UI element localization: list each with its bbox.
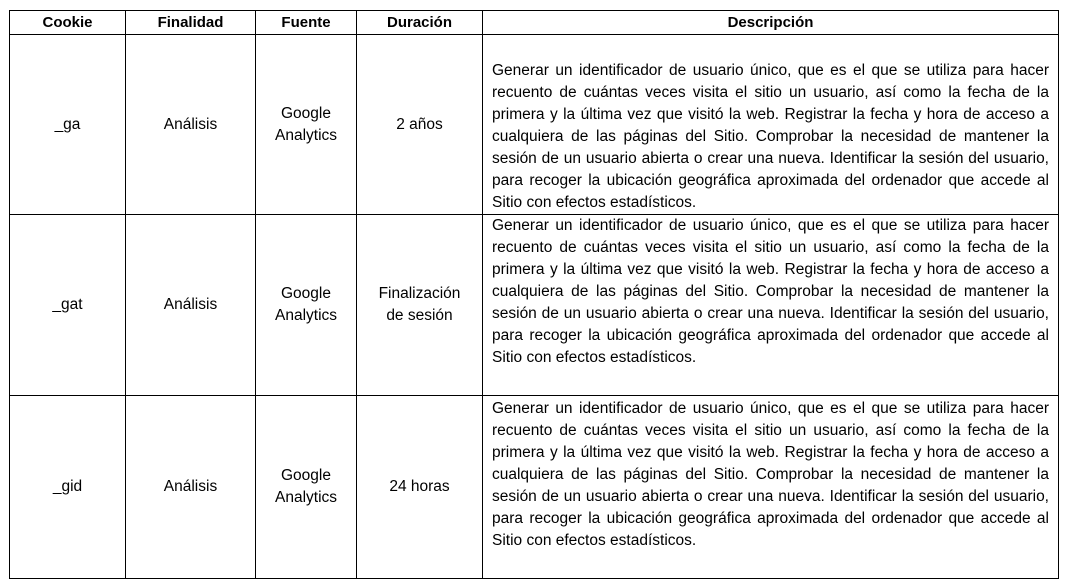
cookie-name-cell: _ga	[10, 35, 126, 215]
fuente-cell	[256, 396, 357, 579]
finalidad-cell: Análisis	[126, 35, 256, 215]
finalidad-cell: Análisis	[126, 215, 256, 396]
cookie-name-cell: _gid	[10, 396, 126, 579]
table-row	[10, 35, 1059, 215]
cookie-table	[9, 10, 1059, 579]
fuente-line: Google	[281, 467, 331, 484]
duracion-cell	[357, 35, 483, 215]
fuente-line: Analytics	[274, 307, 338, 324]
duracion-line: Finalización	[378, 285, 461, 302]
fuente-line: Analytics	[274, 126, 338, 144]
duracion-line: de sesión	[386, 307, 453, 324]
finalidad-cell: Análisis	[126, 396, 256, 579]
descripcion-cell: Generar un identificador de usuario único, que es el que se utiliza para hacer recuento de cuántas veces visita el sitio un usuario, así como la fecha de la primera y la última vez que visitó la web. Registrar la fecha y hora de acceso a cualquiera de las páginas del Sitio. Comprobar la necesidad de mantener la sesión de un usuario abierta o crear una nueva. Identificar la sesión del usuario, para recoger la ubicación geográfica aproximada del ordenador que accede al Sitio con efectos estadísticos.	[483, 396, 1059, 579]
descripcion-cell: Generar un identificador de usuario único, que es el que se utiliza para hacer recuento de cuántas veces visita el sitio un usuario, así como la fecha de la primera y la última vez que visitó la web. Registrar la fecha y hora de acceso a cualquiera de las páginas del Sitio. Comprobar la necesidad de mantener la sesión de un usuario abierta o crear una nueva. Identificar la sesión del usuario, para recoger la ubicación geográfica aproximada del ordenador que accede al Sitio con efectos estadísticos.	[483, 215, 1059, 396]
fuente-cell	[256, 215, 357, 396]
descripcion-cell: Generar un identificador de usuario único, que es el que se utiliza para hacer recuento de cuántas veces visita el sitio un usuario, así como la fecha de la primera y la última vez que visitó la web. Registrar la fecha y hora de acceso a cualquiera de las páginas del Sitio. Comprobar la necesidad de mantener la sesión de un usuario abierta o crear una nueva. Identificar la sesión del usuario, para recoger la ubicación geográfica aproximada del ordenador que accede al Sitio con efectos estadísticos.	[483, 35, 1059, 215]
table-header-row	[10, 11, 1059, 35]
duracion-line: 24 horas	[389, 478, 450, 495]
table-row	[10, 215, 1059, 396]
fuente-line: Google	[281, 104, 331, 122]
header-descripcion: Descripción	[483, 11, 1059, 35]
duracion-cell	[357, 396, 483, 579]
header-cookie: Cookie	[10, 11, 126, 35]
header-fuente: Fuente	[256, 11, 357, 35]
header-duracion: Duración	[357, 11, 483, 35]
cookie-name-cell: _gat	[10, 215, 126, 396]
fuente-cell	[256, 35, 357, 215]
duracion-line: 2 años	[396, 115, 443, 133]
table-row	[10, 396, 1059, 579]
header-finalidad: Finalidad	[126, 11, 256, 35]
duracion-cell	[357, 215, 483, 396]
fuente-line: Analytics	[274, 489, 338, 506]
fuente-line: Google	[281, 285, 331, 302]
